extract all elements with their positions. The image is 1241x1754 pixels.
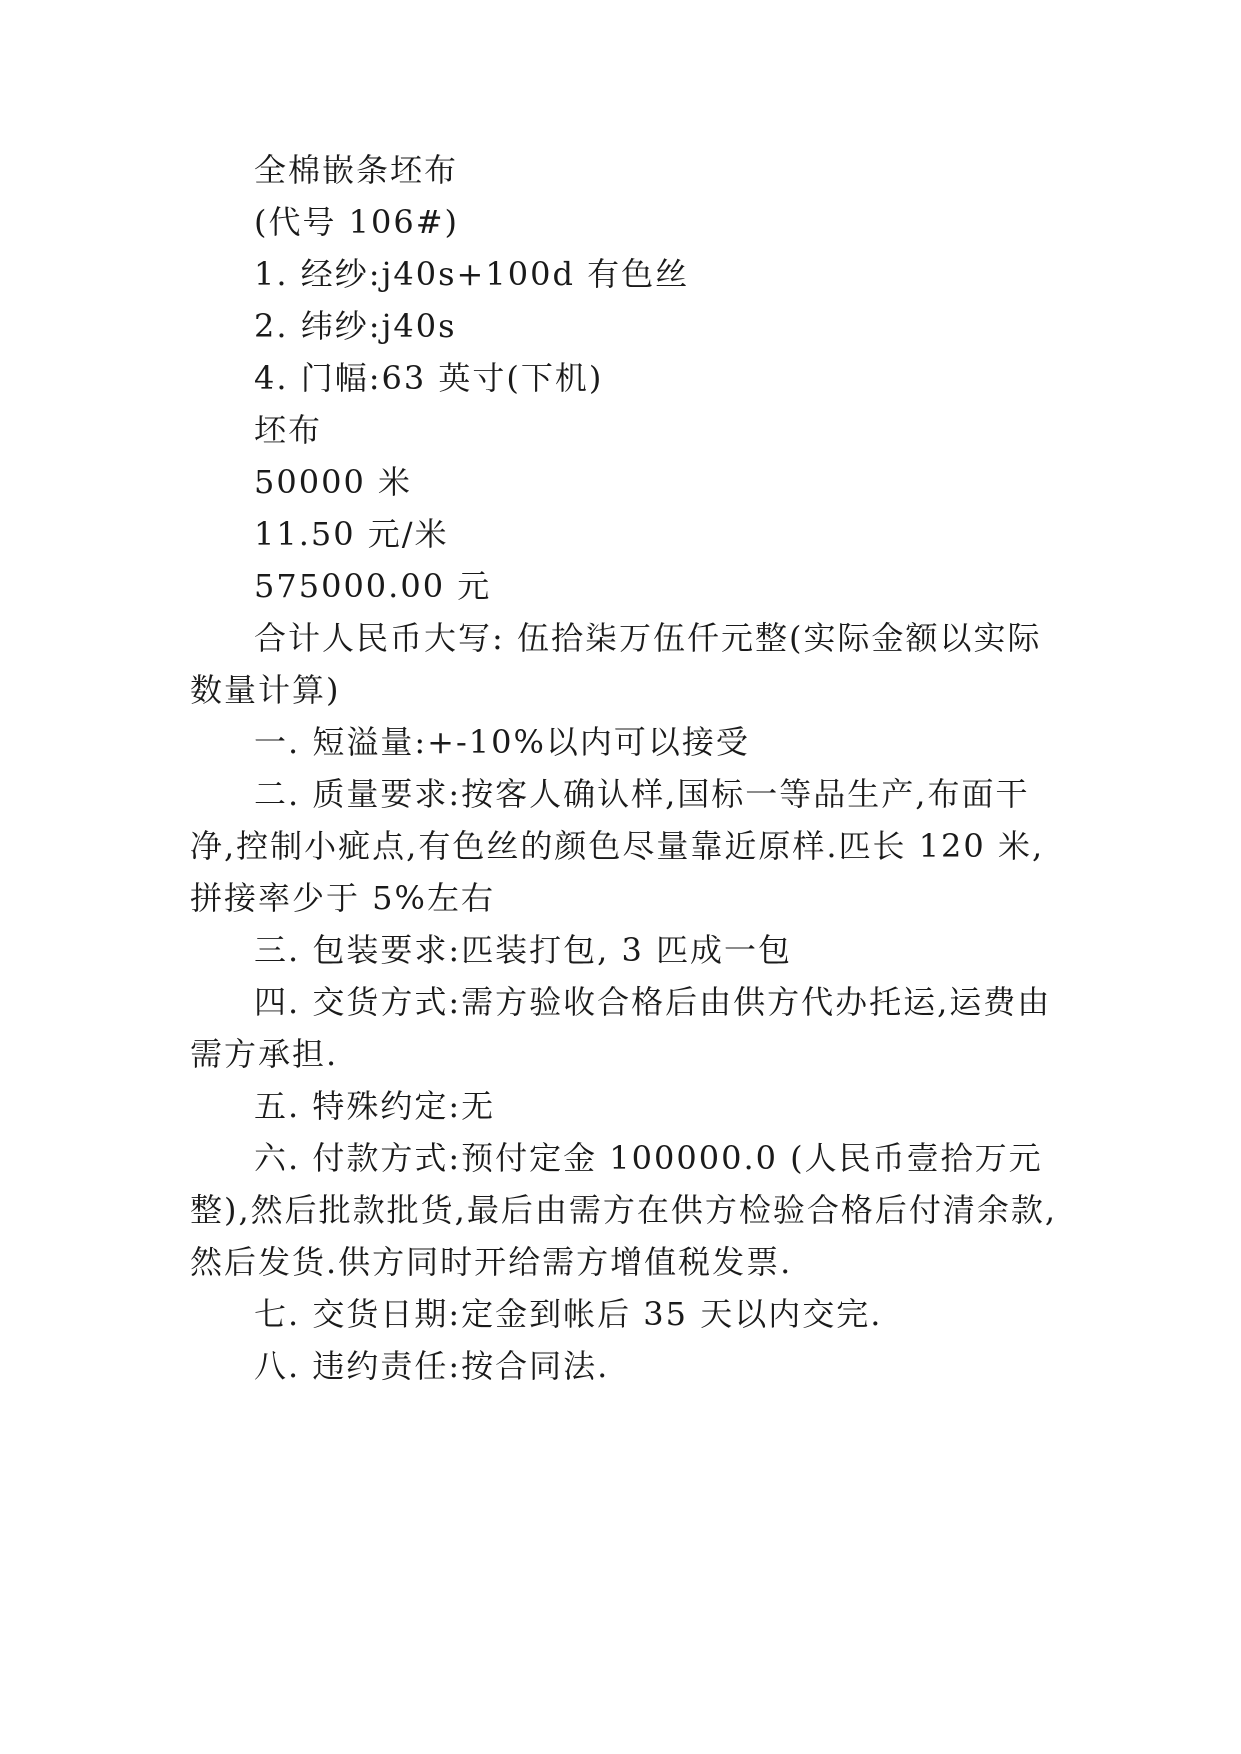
total-in-words-cont: 数量计算) <box>190 671 341 709</box>
clause-delivery: 四. 交货方式:需方验收合格后由供方代办托运,运费由 <box>254 983 1052 1021</box>
total-in-words: 合计人民币大写: 伍拾柒万伍仟元整(实际金额以实际 <box>254 619 1042 657</box>
clause-liability: 八. 违约责任:按合同法. <box>254 1347 610 1385</box>
clause-quality-cont: 拼接率少于 5%左右 <box>190 879 495 917</box>
clause-payment-cont: 然后发货.供方同时开给需方增值税发票. <box>190 1243 793 1281</box>
quantity: 50000 米 <box>254 463 412 501</box>
fabric-title: 全棉嵌条坯布 <box>254 151 459 189</box>
total-amount: 575000.00 元 <box>254 567 492 605</box>
clause-delivery-date: 七. 交货日期:定金到帐后 35 天以内交完. <box>254 1295 883 1333</box>
clause-payment-cont: 整),然后批款批货,最后由需方在供方检验合格后付清余款, <box>190 1191 1058 1229</box>
fabric-code: (代号 106#) <box>254 203 460 241</box>
clause-special: 五. 特殊约定:无 <box>254 1087 496 1125</box>
unit-price: 11.50 元/米 <box>254 515 449 553</box>
clause-delivery-cont: 需方承担. <box>190 1035 339 1073</box>
clause-quality: 二. 质量要求:按客人确认样,国标一等品生产,布面干 <box>254 775 1030 813</box>
clause-quality-cont: 净,控制小疵点,有色丝的颜色尽量靠近原样.匹长 120 米, <box>190 827 1045 865</box>
clause-tolerance: 一. 短溢量:+-10%以内可以接受 <box>254 723 750 761</box>
clause-payment: 六. 付款方式:预付定金 100000.0 (人民币壹拾万元 <box>254 1139 1043 1177</box>
spec-weft: 2. 纬纱:j40s <box>254 307 457 345</box>
spec-warp: 1. 经纱:j40s+100d 有色丝 <box>254 255 690 293</box>
spec-width: 4. 门幅:63 英寸(下机) <box>254 359 604 397</box>
clause-packing: 三. 包装要求:匹装打包, 3 匹成一包 <box>254 931 793 969</box>
product-type: 坯布 <box>254 411 323 449</box>
